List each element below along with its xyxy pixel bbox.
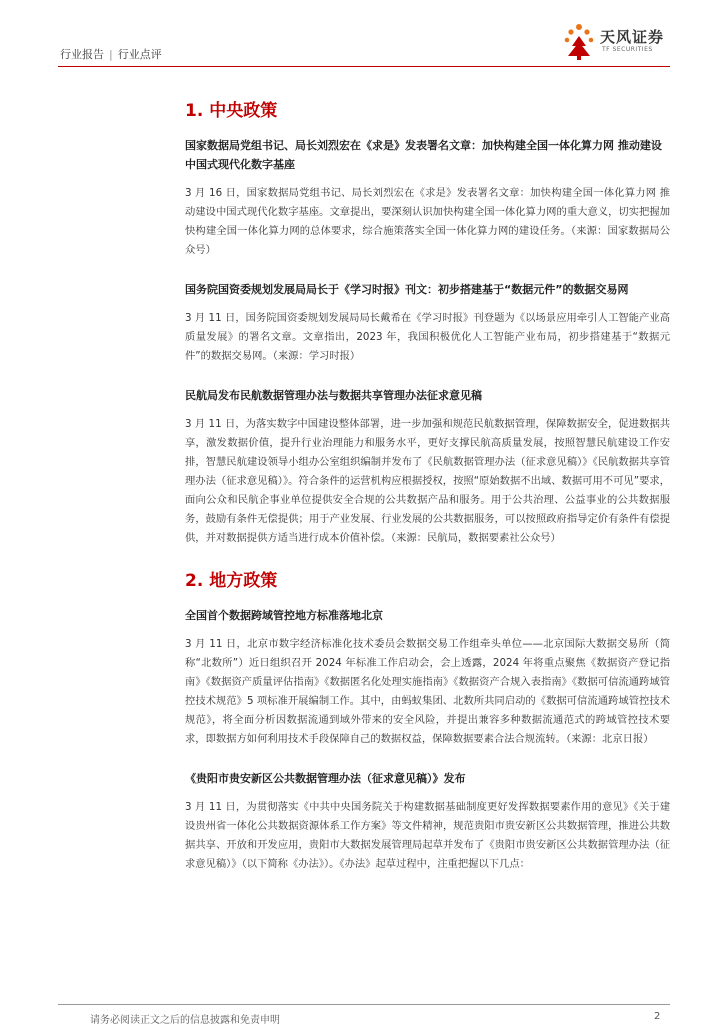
item-body: 3 月 11 日，北京市数字经济标准化技术委员会数据交易工作组牵头单位——北京国际大数据交易所（简称“北数所”）近日组织召开 2024 年标准工作启动会，会上透露，2024 年将重点聚焦《数据资产登记指南》《数据资产质量评估指南》《数据匿名化处理实施指南》《数据资产合规入表指南》《数据可信流通跨域管控技术规范》5 项标准开展编制工作。其中，由蚂蚁集团、北数所共同启动的《数据可信流通跨域管控技术规范》，将全面分析因数据流通到域外带来的安全风险，并提出兼容多种数据流通范式的跨域管控技术要求，即数据方如何利用技术手段保障自己的数据权益，保障数据要素合法合规流转。（来源：北京日报） [185, 638, 670, 745]
footer-divider [58, 1004, 670, 1005]
page-header [0, 0, 724, 70]
item-heading: 民航局发布民航数据管理办法与数据共享管理办法征求意见稿 [185, 389, 482, 402]
section-title-local-policy: 2. 地方政策 [185, 571, 278, 591]
item-heading: 国家数据局党组书记、局长刘烈宏在《求是》发表署名文章：加快构建全国一体化算力网 推动建设中国式现代化数字基座 [185, 139, 662, 171]
breadcrumb-separator: | [109, 48, 113, 61]
item-heading: 《贵阳市贵安新区公共数据管理办法（征求意见稿）》发布 [185, 772, 466, 785]
item-heading: 全国首个数据跨域管控地方标准落地北京 [185, 609, 383, 622]
item-body: 3 月 11 日，为贯彻落实《中共中央国务院关于构建数据基础制度更好发挥数据要素作用的意见》《关于建设贵州省一体化公共数据资源体系工作方案》等文件精神，规范贵阳市贵安新区公共数据管理，推进公共数据共享、开放和开发应用，贵阳市大数据发展管理局起草并发布了《贵阳市贵安新区公共数据管理办法（征求意见稿）》（以下简称《办法》）。《办法》起草过程中，注重把握以下几点： [185, 801, 670, 870]
logo-chinese-name: 天风证券 [600, 28, 665, 46]
item-body: 3 月 11 日，为落实数字中国建设整体部署，进一步加强和规范民航数据管理，保障数据安全，促进数据共享，激发数据价值，提升行业治理能力和服务水平，更好支撑民航高质量发展，按照智慧民航建设工作安排，智慧民航建设领导小组办公室组织编制并发布了《民航数据管理办法（征求意见稿）》《民航数据共享管理办法（征求意见稿）》。符合条件的运营机构应根据授权，按照“原始数据不出域、数据可用不可见”要求，面向公众和民航企事业单位提供安全合规的公共数据产品和服务。用于公共治理、公益事业的公共数据服务，鼓励有条件无偿提供；用于产业发展、行业发展的公共数据服务，可以按照政府指导定价有条件有偿提供，并对数据提供方适当进行成本价值补偿。（来源：民航局，数据要素社公众号） [185, 418, 670, 544]
breadcrumb-report-subtype: 行业点评 [117, 48, 162, 61]
breadcrumb [60, 46, 162, 62]
item-heading: 国务院国资委规划发展局局长于《学习时报》刊文：初步搭建基于“数据元件”的数据交易网 [185, 283, 629, 296]
header-divider [58, 66, 670, 67]
item-body: 3 月 11 日，国务院国资委规划发展局局长戴希在《学习时报》刊登题为《以场景应用牵引人工智能产业高质量发展》的署名文章。文章指出，2023 年，我国积极优化人工智能产业布局，初步搭建基于“数据元件”的数据交易网。（来源：学习时报） [185, 312, 670, 362]
page-number: 2 [654, 1011, 661, 1022]
main-content [185, 90, 670, 894]
section-title-central-policy: 1. 中央政策 [185, 101, 278, 121]
company-logo [562, 22, 672, 66]
footer-disclaimer: 请务必阅读正文之后的信息披露和免责申明 [90, 1015, 280, 1026]
logo-english-name: TF SECURITIES [602, 46, 653, 53]
item-body: 3 月 16 日，国家数据局党组书记、局长刘烈宏在《求是》发表署名文章：加快构建全国一体化算力网 推动建设中国式现代化数字基座。文章提出，要深刻认识加快构建全国一体化算力网的重大意义，切实把握加快构建全国一体化算力网的总体要求，综合施策落实全国一体化算力网的建设任务。（来源：国家数据局公众号） [185, 187, 670, 256]
breadcrumb-report-type: 行业报告 [60, 48, 104, 61]
logo-mark-icon [562, 22, 596, 62]
